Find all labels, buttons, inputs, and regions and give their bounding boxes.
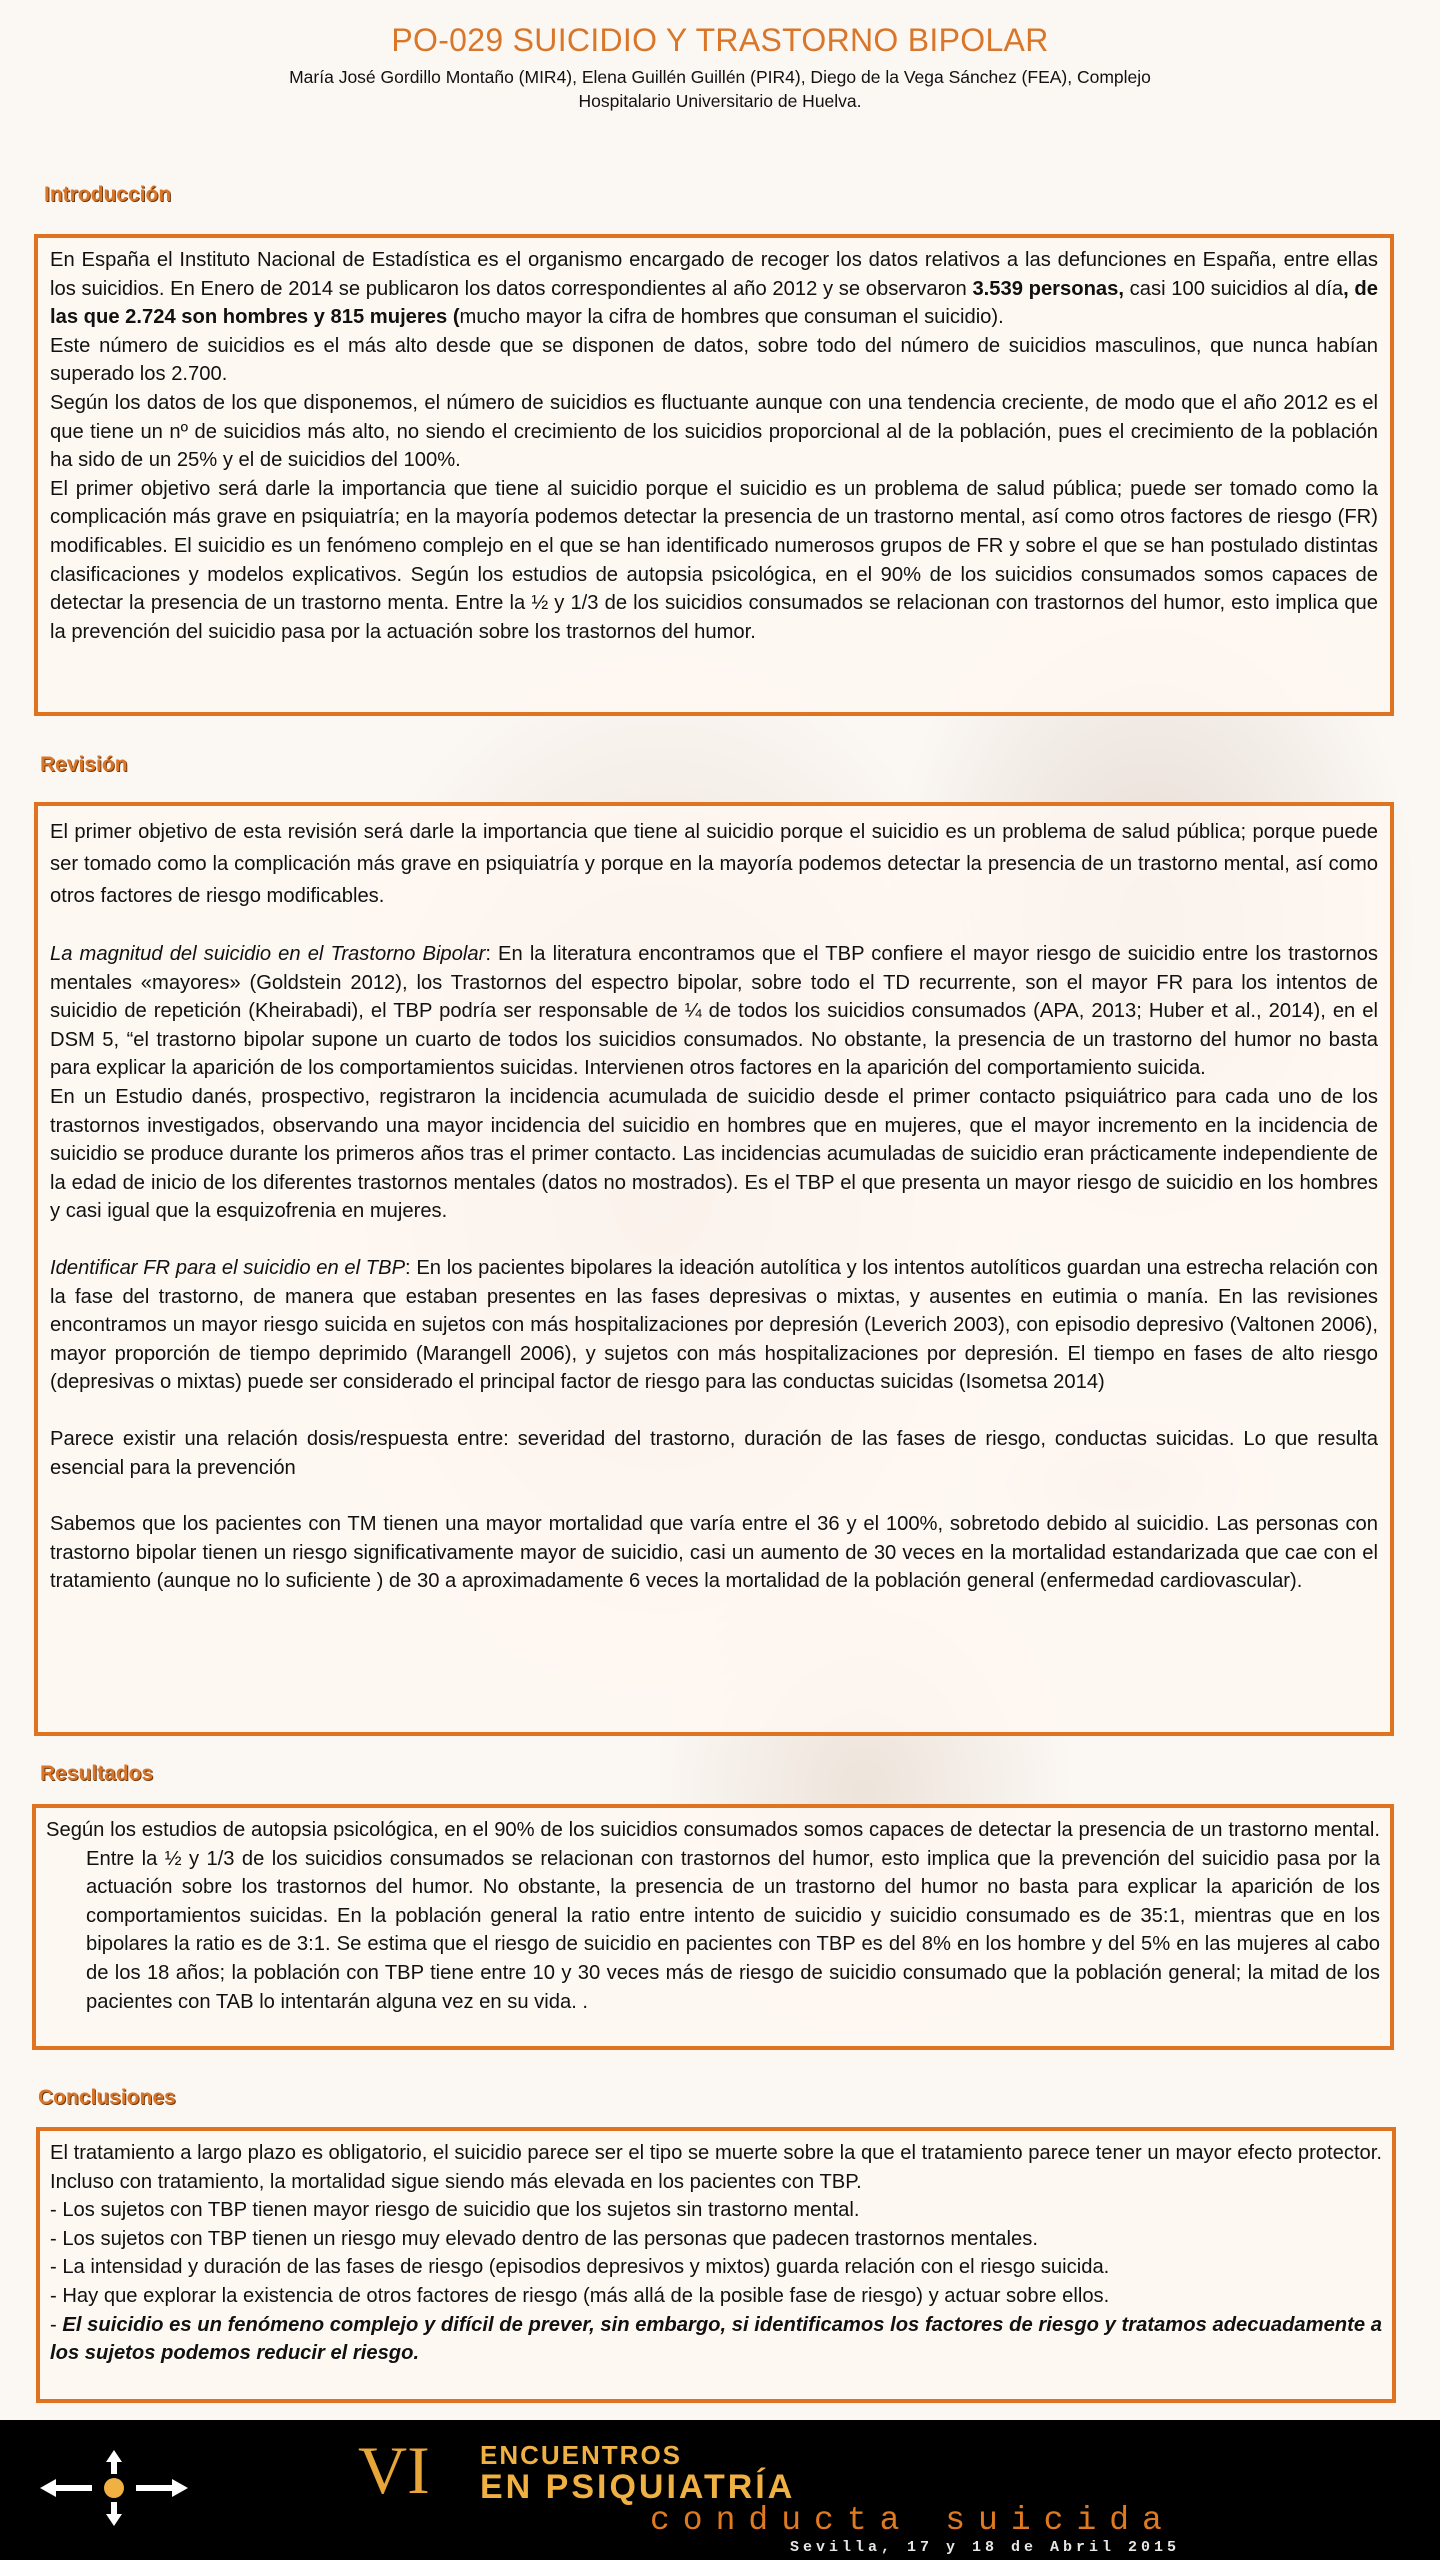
introduccion-paragraph-3: Según los datos de los que disponemos, el número de suicidios es fluctuante aunque con una tendencia creciente, de modo que el año 2012 es el que tiene un nº de suicidios más alto, no siendo el crecimiento de los suicidios proporcional al de la población, pues el crecimiento de la población ha sido de un 25% y el de suicidios del 100%.	[50, 391, 1378, 472]
conclusiones-box	[36, 2127, 1396, 2403]
introduccion-text: En España el Instituto Nacional de Estadística es el organismo encargado de recoger los datos relativos a las defunciones en España, entre ellas los suicidios. En Enero de 2014 se publicaron los datos correspondientes al año 2012 y se observaron	[50, 249, 1378, 300]
introduccion-text: casi 100 suicidios al día	[1124, 277, 1344, 300]
revision-text: : En los pacientes bipolares la ideación autolítica y los intentos autolíticos guardan una estrecha relación con la fase del trastorno, de manera que estaban presentes en las fases depresivas o mixtas, y ausentes en eutimia o manía. En las revisiones encontramos un mayor riesgo suicida en sujetos con más hospitalizaciones por depresión (Leverich 2003), con episodio depresivo (Valtonen 2006), mayor proporción de tiempo deprimido (Marangell 2006), y sujetos con más hospitalizaciones por depresión. El tiempo en fases de alto riesgo (depresivas o mixtas) puede ser considerado el principal factor de riesgo para las conductas suicidas (Isometsa 2014)	[50, 1256, 1378, 1394]
revision-subtitle-magnitud: La magnitud del suicidio en el Trastorno Bipolar	[50, 943, 486, 965]
poster-header	[0, 22, 1440, 113]
introduccion-text: mucho mayor la cifra de hombres que consuman el suicidio).	[459, 306, 1004, 329]
introduccion-paragraph-4: El primer objetivo será darle la importancia que tiene al suicidio porque el suicidio es un problema de salud pública; puede ser tomado como la complicación más grave en psiquiatría; en la mayoría podemos detectar la presencia de un trastorno mental, así como otros factores de riesgo (FR) modificables. El suicidio es un fenómeno complejo en el que se han identificado numerosos grupos de FR y sobre el que se han postulado distintas clasificaciones y modelos explicativos. Según los estudios de autopsia psicológica, en el 90% de los suicidios consumados somos capaces de detectar la presencia de un trastorno menta. Entre la ½ y 1/3 de los suicidios consumados se relacionan con trastornos del humor, esto implica que la prevención del suicidio pasa por la actuación sobre los trastornos del humor.	[50, 477, 1378, 643]
introduccion-box	[34, 234, 1394, 716]
introduccion-heading: Introducción	[44, 183, 172, 206]
resultados-paragraph-1: Según los estudios de autopsia psicológica, en el 90% de los suicidios consumados somos capaces de detectar la presencia de un trastorno mental. Entre la ½ y 1/3 de los suicidios consumados se relacionan con trastornos del humor, esto implica que la prevención del suicidio pasa por la actuación sobre los trastornos del humor. No obstante, la presencia de un trastorno del humor no basta para explicar la aparición de los comportamientos suicidas. En la población general la ratio entre intento de suicidio y suicidio consumado es de 35:1, mientras que en los bipolares la ratio es de 3:1. Se estima que el riesgo de suicidio en pacientes con TBP es del 8% en los hombre y del 5% en las mujeres al cabo de los 18 años; la población con TBP tiene entre 10 y 30 veces más de riesgo de suicidio consumado que la población general; la mitad de los pacientes con TAB lo intentarán alguna vez en su vida. .	[46, 1819, 1380, 2013]
footer-banner	[0, 2420, 1440, 2560]
revision-paragraph-2	[50, 940, 1378, 1083]
event-theme: conducta suicida	[650, 2502, 1175, 2539]
event-edition-numeral: VI	[358, 2432, 430, 2508]
revision-box	[34, 802, 1394, 1736]
resultados-heading: Resultados	[40, 1762, 154, 1785]
event-date: Sevilla, 17 y 18 de Abril 2015	[790, 2539, 1181, 2556]
introduccion-bold-gender: , de las que 2.724 son hombres y 815 mujeres (	[50, 277, 1378, 329]
conclusiones-paragraph-1: El tratamiento a largo plazo es obligatorio, el suicidio parece ser el tipo se muerte sobre la que el tratamiento parece tener un mayor efecto protector. Incluso con tratamiento, la mortalidad sigue siendo más elevada en los pacientes con TBP.	[50, 2142, 1382, 2193]
revision-paragraph-4	[50, 1254, 1378, 1397]
list-item: - Hay que explorar la existencia de otros factores de riesgo (más allá de la posible fase de riesgo) y actuar sobre ellos.	[50, 2284, 1110, 2307]
revision-paragraph-3: En un Estudio danés, prospectivo, registraron la incidencia acumulada de suicidio desde el primer contacto psiquiátrico para cada uno de los trastornos investigados, observando una mayor incidencia del suicidio en hombres que en mujeres, que el mayor incremento en la incidencia de suicidio se produce durante los primeros años tras el primer contacto. Las incidencias acumuladas de suicidio eran prácticamente independiente de la edad de inicio de los diferentes trastornos mentales (datos no mostrados). Es el TBP el que presenta un mayor riesgo de suicidio en los hombres y casi igual que la esquizofrenia en mujeres.	[50, 1085, 1378, 1223]
revision-subtitle-fr: Identificar FR para el suicidio en el TBP	[50, 1256, 406, 1279]
conclusiones-list	[50, 2196, 1382, 2310]
authors-line-1: María José Gordillo Montaño (MIR4), Elena Guillén Guillén (PIR4), Diego de la Vega Sánchez (FEA), Complejo	[289, 67, 1151, 87]
event-name-line-2: EN PSIQUIATRÍA	[480, 2468, 796, 2506]
poster-authors	[230, 65, 1210, 113]
conclusiones-final-bold: El suicidio es un fenómeno complejo y difícil de prever, sin embargo, si identificamos los factores de riesgo y tratamos adecuadamente a los sujetos podemos reducir el riesgo.	[50, 2313, 1382, 2365]
introduccion-paragraph-2: Este número de suicidios es el más alto desde que se disponen de datos, sobre todo del número de suicidios masculinos, que nunca habían superado los 2.700.	[50, 334, 1378, 386]
list-item: - Los sujetos con TBP tienen mayor riesgo de suicidio que los sujetos sin trastorno mental.	[50, 2199, 860, 2222]
revision-text: : En la literatura encontramos que el TBP confiere el mayor riesgo de suicidio entre los trastornos mentales «mayores» (Goldstein 2012), los Trastornos del espectro bipolar, sobre todo el TD recurrente, son el mayor FR para los intentos de suicidio de repetición (Kheirabadi), el TBP podría ser responsable de ¼ de todos los suicidios consumados (APA, 2013; Huber et al., 2014), en el DSM 5, “el trastorno bipolar supone un cuarto de todos los suicidios consumados. No obstante, la presencia de un trastorno del humor no basta para explicar la aparición de los comportamientos suicidas. Intervienen otros factores en la aparición del comportamiento suicida.	[50, 943, 1378, 1080]
introduccion-paragraph-1	[50, 246, 1378, 332]
conclusiones-heading: Conclusiones	[38, 2086, 176, 2109]
poster-title: PO-029 SUICIDIO Y TRASTORNO BIPOLAR	[391, 22, 1049, 58]
revision-heading: Revisión	[40, 753, 128, 776]
list-item: - La intensidad y duración de las fases de riesgo (episodios depresivos y mixtos) guarda relación con el riesgo suicida.	[50, 2256, 1110, 2279]
conclusiones-dash: -	[50, 2313, 63, 2336]
revision-paragraph-6: Sabemos que los pacientes con TM tienen una mayor mortalidad que varía entre el 36 y el 100%, sobretodo debido al suicidio. Las personas con trastorno bipolar tienen un riesgo significativamente mayor de suicidio, casi un aumento de 30 veces en la mortalidad estandarizada que cae con el tratamiento (aunque no lo suficiente ) de 30 a aproximadamente 6 veces la mortalidad de la población general (enfermedad cardiovascular).	[50, 1513, 1378, 1593]
event-name-line-1: ENCUENTROS	[480, 2440, 683, 2470]
resultados-box	[32, 1804, 1394, 2050]
conclusiones-final-statement	[50, 2311, 1382, 2368]
revision-paragraph-1: El primer objetivo de esta revisión será darle la importancia que tiene al suicidio porque el suicidio es un problema de salud pública; porque puede ser tomado como la complicación más grave en psiquiatría y porque en la mayoría podemos detectar la presencia de un trastorno mental, así como otros factores de riesgo modificables.	[50, 821, 1378, 907]
arrows-converging-logo-icon	[34, 2448, 194, 2528]
revision-paragraph-5: Parece existir una relación dosis/respuesta entre: severidad del trastorno, duración de las fases de riesgo, conductas suicidas. Lo que resulta esencial para la prevención	[50, 1427, 1378, 1479]
introduccion-bold-count: 3.539 personas,	[972, 277, 1124, 300]
authors-line-2: Hospitalario Universitario de Huelva.	[578, 91, 862, 111]
list-item: - Los sujetos con TBP tienen un riesgo muy elevado dentro de las personas que padecen trastornos mentales.	[50, 2227, 1038, 2250]
